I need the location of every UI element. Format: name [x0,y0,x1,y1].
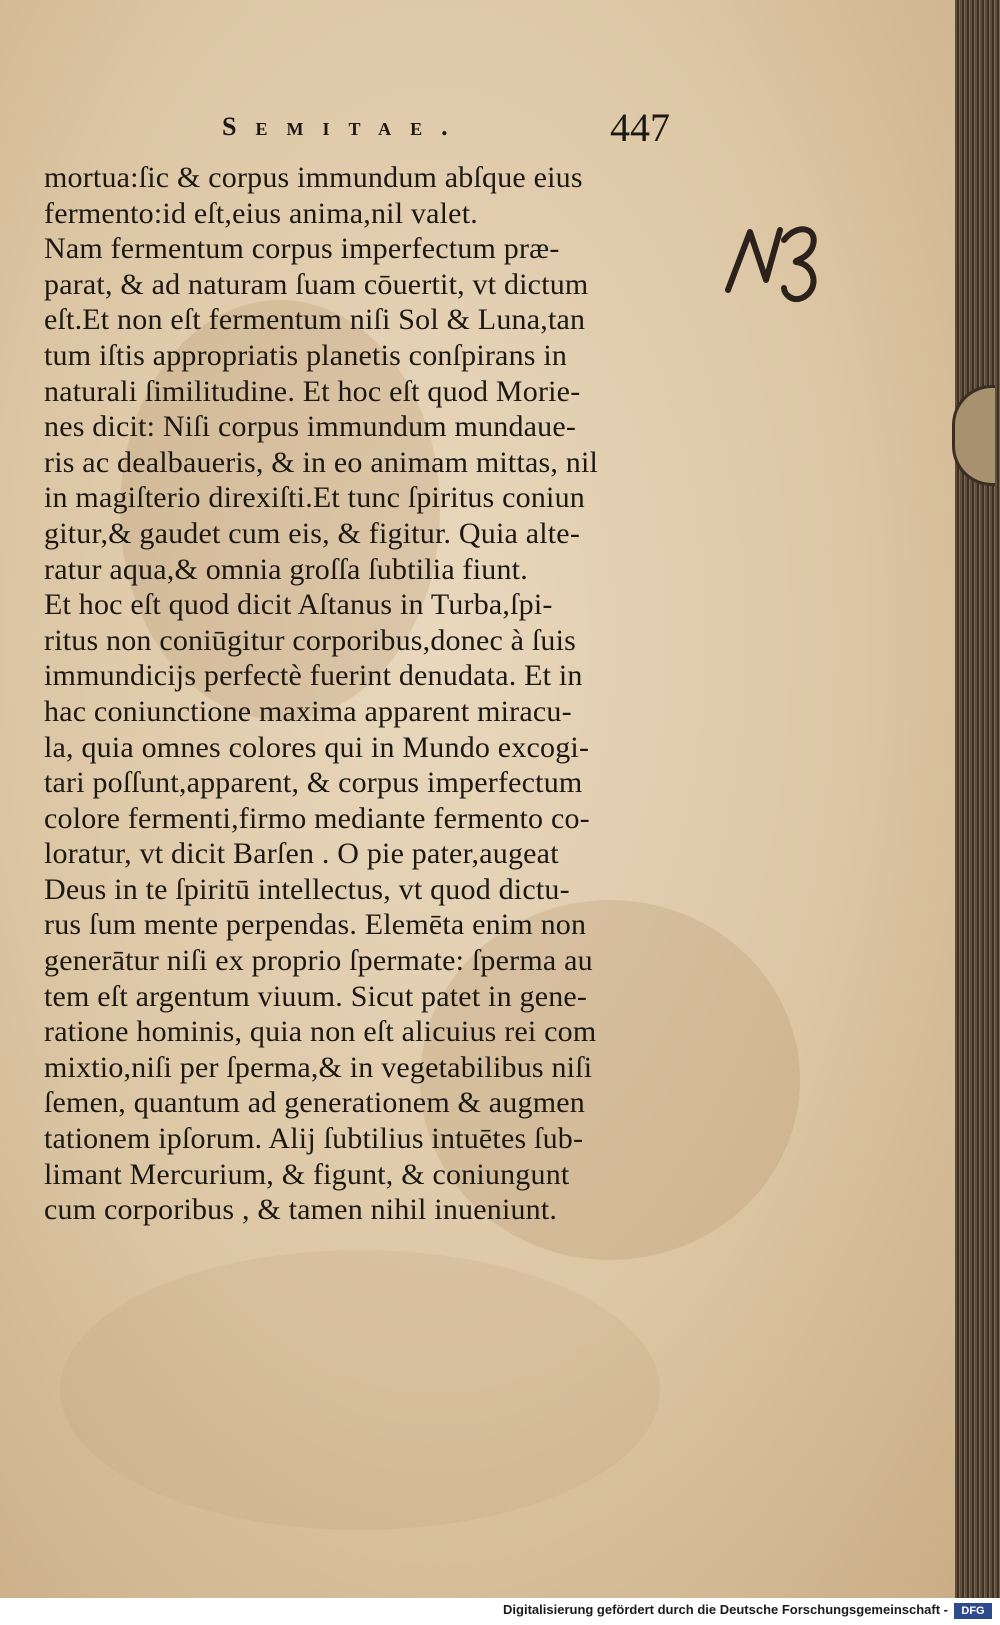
text-line: colore fermenti,firmo mediante fermento co- [44,801,590,835]
text-line: naturali ſimilitudine. Et hoc eſt quod Morie- [44,374,581,408]
footer-bar [0,1598,1000,1625]
text-line: tationem ipſorum. Alij ſubtilius intuētes ſub- [44,1122,584,1156]
text-line: generātur niſi ex proprio ſpermate: ſperma au [44,944,593,978]
text-line: ritus non coniūgitur corporibus,donec à ſuis [44,623,577,657]
footer-credit: Digitalisierung gefördert durch die Deutsche Forschungsgemeinschaft - [503,1602,948,1617]
text-line: hac coniunctione maxima apparent miracu- [44,694,572,728]
text-line: la, quia omnes colores qui in Mundo excogi- [44,730,590,764]
dfg-logo: DFG [954,1603,992,1619]
text-line: immundicijs perfectè fuerint denudata. Et in [44,659,583,693]
text-line: cum corporibus , & tamen nihil inueniunt. [44,1193,558,1227]
text-line: ratur aqua,& omnia groſſa ſubtilia fiunt. [44,552,528,586]
body-text [44,160,699,1228]
page-number: 447 [610,105,670,150]
text-line: rus ſum mente perpendas. Elemēta enim non [44,908,587,942]
text-line: Nam fermentum corpus imperfectum præ- [44,232,560,266]
text-line: mixtio,niſi per ſperma,& in vegetabilibus niſi [44,1050,593,1084]
running-head-title: Semitae. [222,112,467,141]
text-line: in magiſterio direxiſti.Et tunc ſpiritus coniun [44,481,585,515]
text-line: Deus in te ſpiritū intellectus, vt quod dictu- [44,872,570,906]
text-line: mortua:ſic & corpus immundum abſque eius [44,161,583,194]
handwritten-annotation [720,210,830,320]
text-line: gitur,& gaudet cum eis, & figitur. Quia alte- [44,516,581,550]
text-line: Et hoc eſt quod dicit Aſtanus in Turba,ſpi- [44,588,553,622]
text-line: ris ac dealbaueris, & in eo animam mittas, nil [44,445,599,479]
text-line: limant Mercurium, & figunt, & coniungunt [44,1157,570,1191]
text-line: ſemen, quantum ad generationem & augmen [44,1086,585,1120]
text-line: eſt.Et non eſt fermentum niſi Sol & Luna,tan [44,303,586,337]
running-head [0,105,1000,162]
text-line: loratur, vt dicit Barſen . O pie pater,augeat [44,837,559,871]
text-line: tum iſtis appropriatis planetis conſpirans in [44,338,568,372]
text-line: tem eſt argentum viuum. Sicut patet in gene- [44,979,588,1013]
page-edges [955,0,1000,1598]
text-line: ratione hominis, quia non eſt alicuius rei com [44,1015,597,1049]
text-line: tari poſſunt,apparent, & corpus imperfectum [44,766,583,800]
text-line: parat, & ad naturam ſuam cōuertit, vt dictum [44,267,589,301]
text-line: fermento:id eſt,eius anima,nil valet. [44,196,478,230]
paper-stain [60,1250,660,1530]
text-line: nes dicit: Niſi corpus immundum mundaue- [44,410,577,444]
